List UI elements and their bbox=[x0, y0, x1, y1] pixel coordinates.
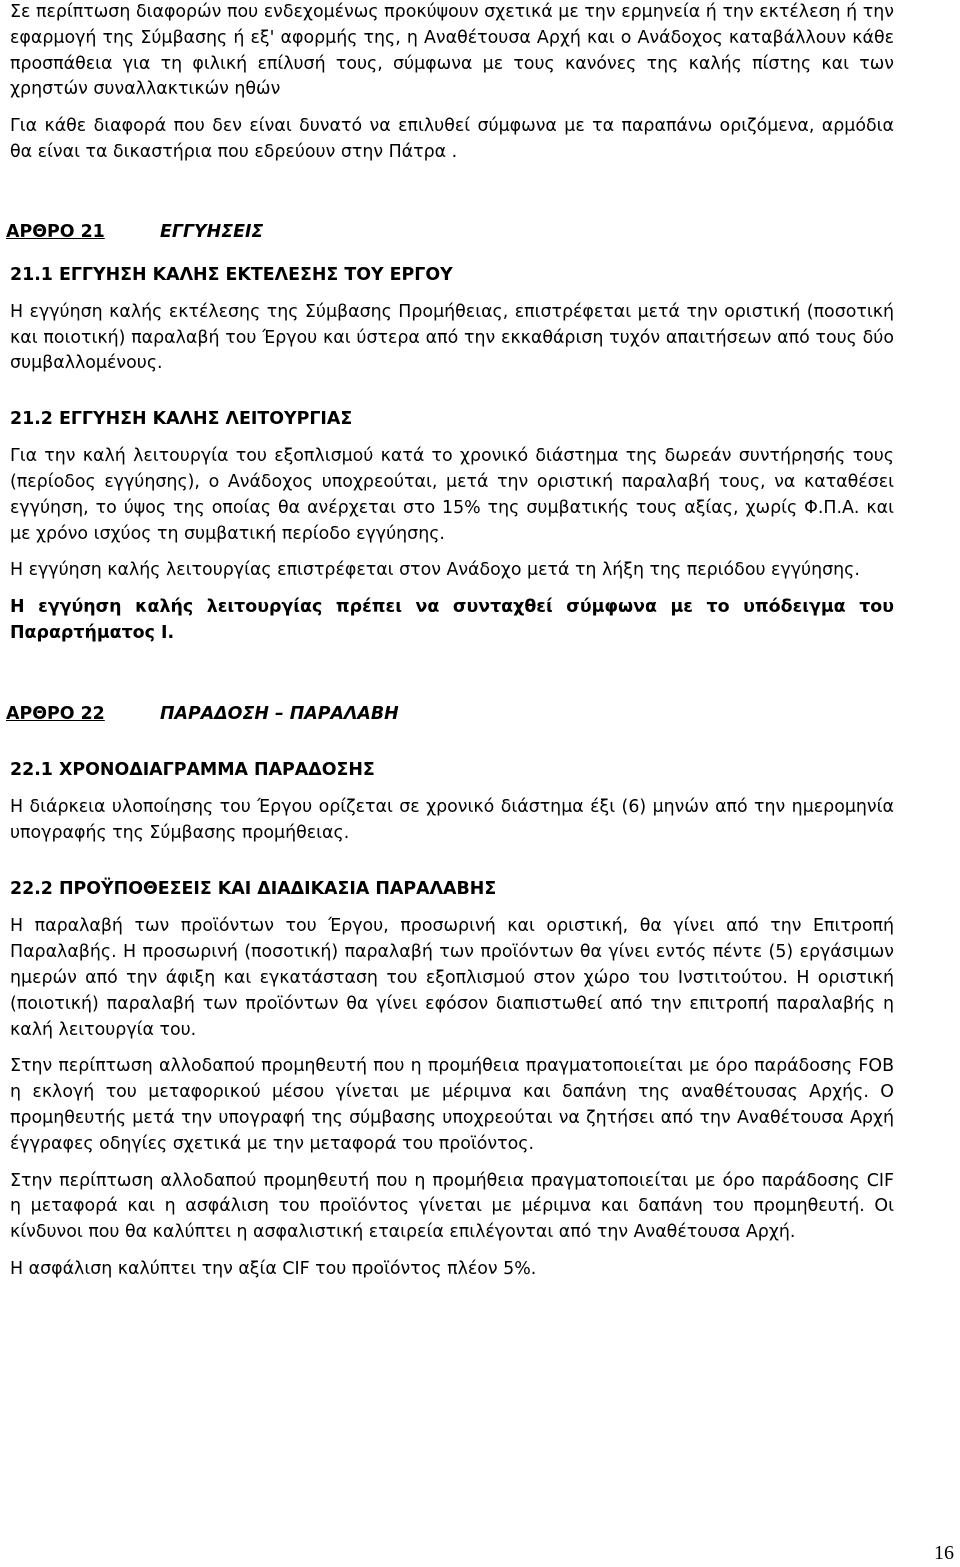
section-21-2-paragraph-3: Η εγγύηση καλής λειτουργίας πρέπει να συνταχθεί σύμφωνα με το υπόδειγμα του Παραρτήματος Ι. bbox=[10, 597, 894, 643]
article-21-number: ΑΡΘΡΟ 21 bbox=[6, 221, 105, 242]
section-21-1-heading: 21.1 ΕΓΓΥΗΣΗ ΚΑΛΗΣ ΕΚΤΕΛΕΣΗΣ ΤΟΥ ΕΡΓΟΥ bbox=[10, 264, 453, 285]
section-21-2-paragraph-2: Η εγγύηση καλής λειτουργίας επιστρέφεται στον Ανάδοχο μετά τη λήξη της περιόδου εγγύησης. bbox=[10, 560, 860, 581]
section-22-2-paragraph-2: Στην περίπτωση αλλοδαπού προμηθευτή που η προμήθεια πραγματοποιείται με όρο παράδοσης FOB η εκλογή του μεταφορικού μέσου γίνεται με μέριμνα και δαπάνη της αναθέτουσας Αρχής. Ο προμηθευτής μετά την υπογραφή της σύμβασης υποχρεούται να ζητήσει από την Αναθέτουσα Αρχή έγγραφες οδηγίες σχετικά με την μεταφορά του προϊόντος. bbox=[10, 1056, 894, 1154]
document-page bbox=[6, 0, 894, 1283]
section-22-2-paragraph-4: Η ασφάλιση καλύπτει την αξία CIF του προϊόντος πλέον 5%. bbox=[10, 1258, 537, 1279]
section-22-2-heading: 22.2 ΠΡΟΫΠΟΘΕΣΕΙΣ ΚΑΙ ΔΙΑΔΙΚΑΣΙΑ ΠΑΡΑΛΑΒΗΣ bbox=[10, 879, 497, 900]
section-21-2-paragraph-1: Για την καλή λειτουργία του εξοπλισμού κατά το χρονικό διάστημα της δωρεάν συντήρησής τους (περίοδος εγγύησης), ο Ανάδοχος υποχρεούται, μετά την οριστική παραλαβή τους, να καταθέσει εγγύηση, το ύψος της οποίας θα ανέρχεται στο 15% της συμβατικής τους αξίας, χωρίς Φ.Π.Α. και με χρόνο ισχύος τη συμβατική περίοδο εγγύησης. bbox=[10, 446, 894, 544]
article-22-number: ΑΡΘΡΟ 22 bbox=[6, 703, 105, 724]
section-22-1-heading: 22.1 ΧΡΟΝΟΔΙΑΓΡΑΜΜΑ ΠΑΡΑΔΟΣΗΣ bbox=[10, 759, 375, 780]
intro-paragraph-2: Για κάθε διαφορά που δεν είναι δυνατό να επιλυθεί σύμφωνα με τα παραπάνω οριζόμενα, αρμόδια θα είναι τα δικαστήρια που εδρεύουν στην Πάτρα . bbox=[10, 116, 894, 162]
section-22-1-paragraph: Η διάρκεια υλοποίησης του Έργου ορίζεται σε χρονικό διάστημα έξι (6) μηνών από την ημερομηνία υπογραφής της Σύμβασης προμήθειας. bbox=[10, 796, 894, 843]
section-22-2-paragraph-1: Η παραλαβή των προϊόντων του Έργου, προσωρινή και οριστική, θα γίνει από την Επιτροπή Παραλαβής. Η προσωρινή (ποσοτική) παραλαβή των προϊόντων θα γίνει εντός πέντε (5) εργάσιμων ημερών από την άφιξη και εγκατάσταση του εξοπλισμού στον χώρο του Ινστιτούτου. Η οριστική (ποιοτική) παραλαβή των προϊόντων θα γίνει εφόσον διαπιστωθεί από την επιτροπή παραλαβής η καλή λειτουργία του. bbox=[10, 916, 894, 1040]
article-21-heading bbox=[6, 219, 890, 245]
intro-paragraph-1: Σε περίπτωση διαφορών που ενδεχομένως προκύψουν σχετικά με την ερμηνεία ή την εκτέλεση ή την εφαρμογή της Σύμβασης ή εξ' αφορμής της, η Αναθέτουσα Αρχή και ο Ανάδοχος καταβάλλουν κάθε προσπάθεια για τη φιλική επίλυσή τους, σύμφωνα με τους κανόνες της καλής πίστης και των χρηστών συναλλακτικών ηθών bbox=[10, 2, 894, 100]
section-21-2-heading: 21.2 ΕΓΓΥΗΣΗ ΚΑΛΗΣ ΛΕΙΤΟΥΡΓΙΑΣ bbox=[10, 409, 353, 430]
article-22-title: ΠΑΡΑΔΟΣΗ – ΠΑΡΑΛΑΒΗ bbox=[160, 703, 399, 724]
section-21-1-paragraph: Η εγγύηση καλής εκτέλεσης της Σύμβασης Προμήθειας, επιστρέφεται μετά την οριστική (ποσοτική και ποιοτική) παραλαβή του Έργου και ύστερα από την εκκαθάριση τυχόν απαιτήσεων από τους δύο συμβαλλομένους. bbox=[10, 301, 894, 374]
article-21-title: ΕΓΓΥΗΣΕΙΣ bbox=[160, 221, 264, 242]
page-number: 16 bbox=[934, 1542, 954, 1564]
article-22-heading bbox=[6, 701, 890, 727]
section-22-2-paragraph-3: Στην περίπτωση αλλοδαπού προμηθευτή που η προμήθεια πραγματοποιείται με όρο παράδοσης CIF η μεταφορά και η ασφάλιση του προϊόντος γίνεται με μέριμνα και δαπάνη του προμηθευτή. Οι κίνδυνοι που θα καλύπτει η ασφαλιστική εταιρεία επιλέγονται από την Αναθέτουσα Αρχή. bbox=[10, 1170, 894, 1243]
